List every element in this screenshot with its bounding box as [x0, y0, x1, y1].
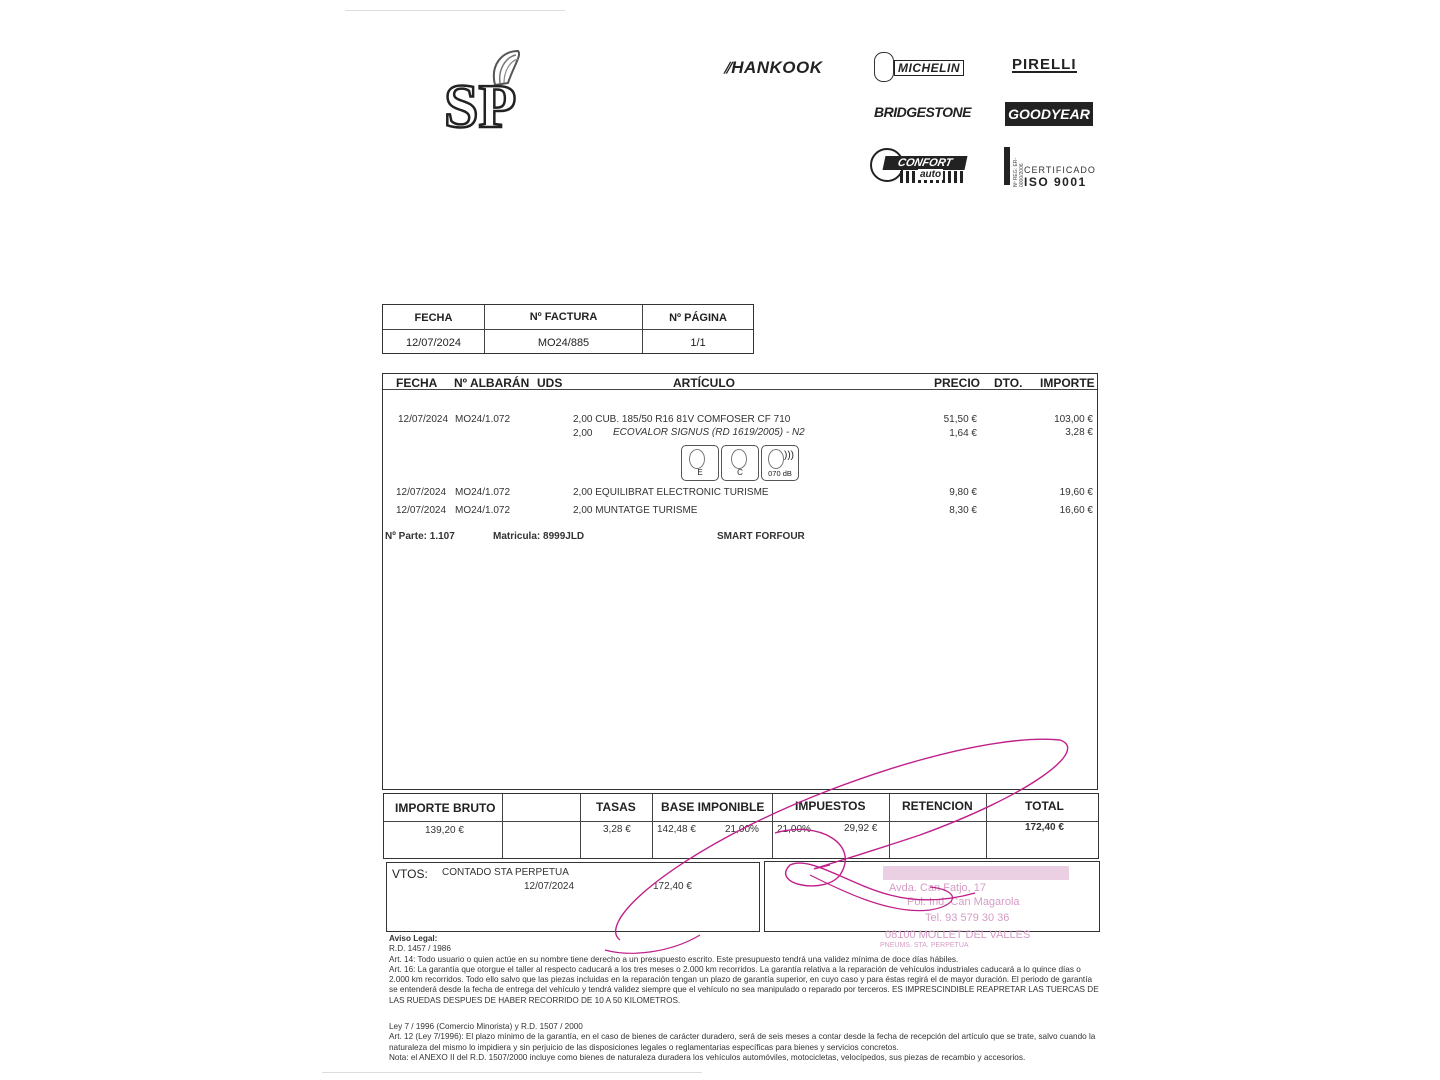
payment-amount: 172,40 €	[653, 881, 692, 892]
logo-text: SP	[444, 73, 517, 135]
header-fecha-label: FECHA	[414, 312, 453, 324]
line-fecha: 12/07/2024	[396, 505, 447, 516]
vehicle-model: SMART FORFOUR	[717, 531, 805, 542]
legal-art16: Art. 16: La garantía que otorgue el taller al respecto caducará a los tres meses o 2.000 km recorridos. La garantía relativa a la reparación de vehículos industriales caducará a lo quince días o 2.000 km recorridos. Todo ello salvo que las piezas incluidas en la reparación tengan un plazo de garantía superior, en cuyo caso y para éstas regirá el de mayor duración. El periodo de garantía se entenderá desde la fecha de entrega del vehículo y tendrá validez siempre que el vehículo no sea manipulado o reparado por terceros. ES IMPRESCINDIBLE REAPRETAR LAS TUERCAS DE LAS RUEDAS DESPUES DE HABER RECORRIDO DE 10 A 50 KILOMETROS.	[389, 964, 1099, 1005]
invoice-date: 12/07/2024	[405, 337, 462, 349]
impuestos-value: 29,92 €	[844, 823, 878, 834]
legal-nota: Nota: el ANEXO II del R.D. 1507/2000 incluye como bienes de naturaleza duradera los vehículos automóviles, motocicletas, velocípedos, sus piezas de recambio y accesorios.	[389, 1052, 1026, 1062]
retencion-label: RETENCION	[902, 799, 973, 813]
stamp-phone: Tel. 93 579 30 36	[925, 912, 1010, 924]
legal-title: Aviso Legal:	[389, 934, 438, 943]
scan-line	[345, 10, 565, 11]
vtos-label: VTOS:	[392, 867, 428, 881]
stamp-city: 08100 MOLLET DEL VALLES	[885, 929, 1031, 941]
stamp-polygon: Pol. Ind. Can Magarola	[907, 896, 1020, 908]
line-importe: 16,60 €	[1059, 505, 1093, 516]
col-articulo: ARTÍCULO	[673, 376, 735, 390]
tasas-value: 3,28 €	[603, 824, 631, 835]
line-albaran: MO24/1.072	[455, 414, 511, 425]
col-uds: UDS	[537, 376, 563, 390]
stamp-address: Avda. Can Fatjo, 17	[889, 882, 987, 894]
goodyear-logo: GOODYEAR	[1005, 102, 1093, 126]
line-precio: 9,80 €	[949, 487, 977, 498]
col-albaran: Nº ALBARÁN	[454, 376, 530, 390]
legal-ley: Ley 7 / 1996 (Comercio Minorista) y R.D. 1507 / 2000	[389, 1022, 583, 1032]
legal-art12: Art. 12 (Ley 7/1996): El plazo mínimo de la garantía, en el caso de bienes de carácter duradero, será de seis meses a contar desde la fecha de recepción del artículo que se trate, salvo cuando la naturaleza del mismo lo impidiera y sin perjuicio de las disposiciones legales o reglamentarias específicas para bienes y servicios concretos.	[389, 1032, 1096, 1052]
base-label: BASE IMPONIBLE	[661, 800, 765, 814]
col-precio: PRECIO	[934, 376, 981, 390]
legal-rd: R.D. 1457 / 1986	[389, 944, 451, 954]
tasas-label: TASAS	[596, 800, 636, 814]
line-precio: 51,50 €	[943, 414, 977, 425]
line-albaran: MO24/1.072	[455, 487, 511, 498]
col-importe: IMPORTE	[1040, 376, 1095, 390]
parte-number: Nº Parte: 1.107	[385, 531, 455, 542]
bruto-value: 139,20 €	[425, 825, 464, 836]
line-precio: 1,64 €	[949, 428, 977, 439]
total-value: 172,40 €	[1025, 822, 1064, 833]
header-pagina-label: Nº PÁGINA	[669, 312, 727, 324]
line-description: ECOVALOR SIGNUS (RD 1619/2005) - N2	[613, 427, 805, 438]
line-importe: 103,00 €	[1054, 414, 1093, 425]
payment-date: 12/07/2024	[524, 881, 575, 892]
line-description: 2,00 CUB. 185/50 R16 81V COMFOSER CF 710	[573, 414, 791, 425]
impuestos-label: IMPUESTOS	[795, 799, 866, 813]
handwritten-signature	[590, 725, 1090, 965]
iso-9001-logo: Nº REG: ER-0000/2006 CERTIFICADO ISO 9001	[1004, 147, 1094, 187]
base-percent: 21,00%	[725, 824, 759, 835]
line-importe: 3,28 €	[1065, 427, 1093, 438]
hankook-logo: ⫽HANKOOK	[724, 58, 823, 77]
total-label: TOTAL	[1025, 799, 1064, 813]
payment-method: CONTADO STA PERPETUA	[442, 867, 569, 878]
eu-tyre-label	[681, 445, 799, 481]
line-description: 2,00 EQUILIBRAT ELECTRONIC TURISME	[573, 487, 769, 498]
pirelli-logo: PIRELLI	[1012, 56, 1077, 73]
line-precio: 8,30 €	[949, 505, 977, 516]
bridgestone-logo: BRIDGESTONE	[874, 104, 971, 120]
invoice-number: MO24/885	[537, 337, 590, 349]
line-importe: 19,60 €	[1059, 487, 1093, 498]
wet-grip-icon: C	[721, 445, 759, 481]
invoice-header-table	[382, 304, 754, 354]
fuel-efficiency-icon: E	[681, 445, 719, 481]
bruto-label: IMPORTE BRUTO	[395, 801, 496, 815]
line-fecha: 12/07/2024	[396, 487, 447, 498]
scan-line	[322, 1072, 702, 1073]
line-albaran: MO24/1.072	[455, 505, 511, 516]
header-factura-label: Nº FACTURA	[529, 311, 598, 323]
col-dto: DTO.	[994, 376, 1023, 390]
company-logo	[440, 45, 560, 135]
matricula: Matricula: 8999JLD	[493, 531, 585, 542]
confort-auto-logo: CONFORT auto	[870, 148, 968, 186]
stamp-shop: PNEUMS. STA. PERPETUA	[880, 942, 969, 949]
page-number: 1/1	[690, 337, 706, 349]
noise-icon: ))) 070 dB	[761, 445, 799, 481]
legal-art14: Art. 14: Todo usuario o quien actúe en su nombre tiene derecho a un presupuesto escrito. Este presupuesto tendrá una validez mínima de doce días hábiles.	[389, 954, 959, 964]
impuestos-percent: 21,00%	[777, 824, 811, 835]
legal-notice	[389, 934, 1101, 1063]
line-description: 2,00 MUNTATGE TURISME	[573, 505, 698, 516]
line-qty: 2,00	[573, 428, 593, 439]
base-value: 142,48 €	[657, 824, 696, 835]
line-fecha: 12/07/2024	[398, 414, 449, 425]
col-fecha: FECHA	[396, 376, 438, 390]
